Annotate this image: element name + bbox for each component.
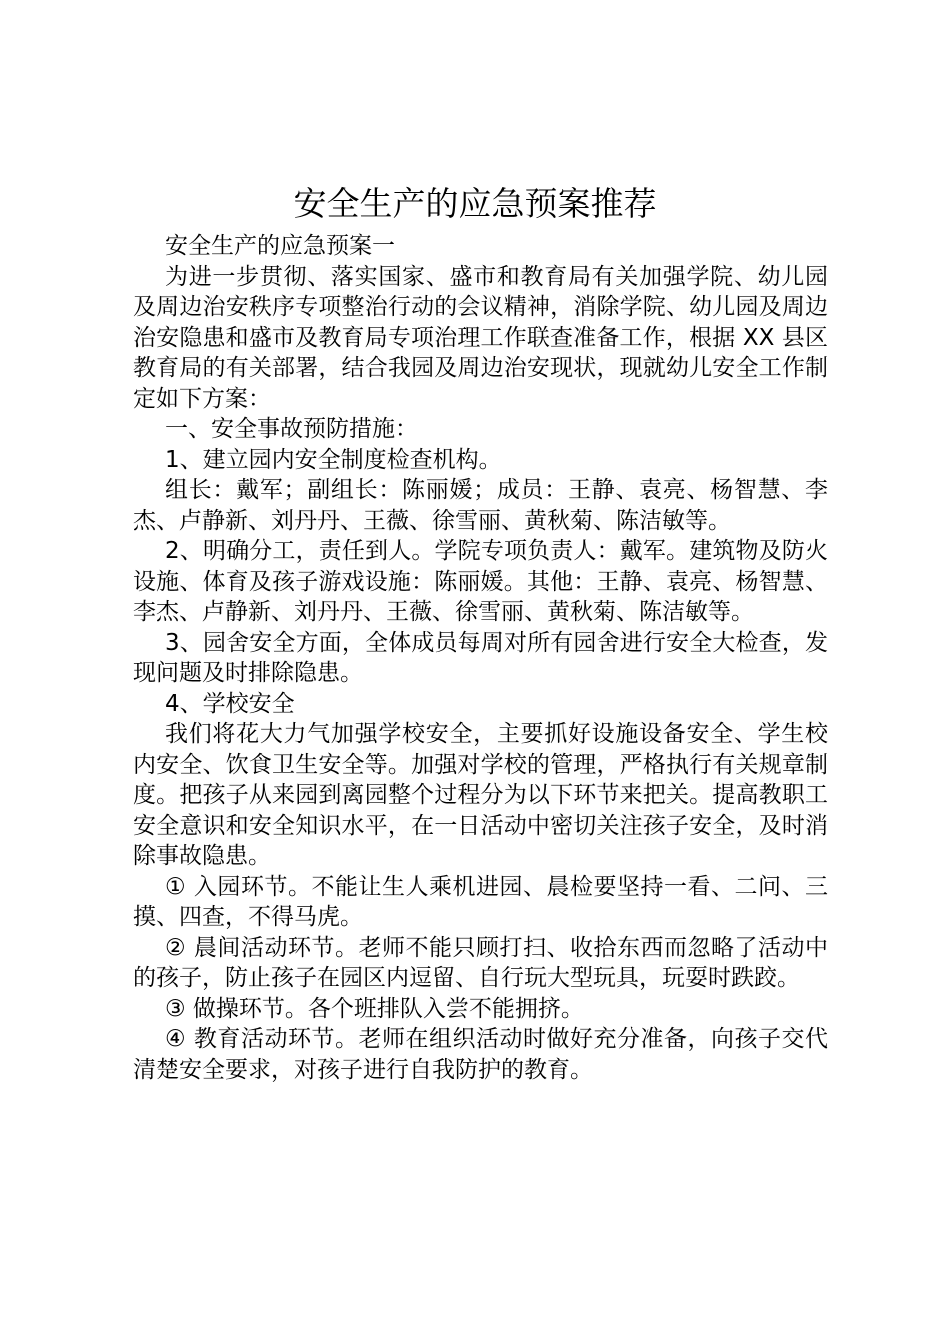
item-2-paragraph: 2、明确分工，责任到人。学院专项负责人：戴军。建筑物及防火设施、体育及孩子游戏设施：陈丽媛。其他：王静、袁亮、杨智慧、李杰、卢静新、刘丹丹、王薇、徐雪丽、黄秋菊、陈洁敏等。 — [133, 538, 828, 625]
document-body — [133, 231, 828, 1085]
school-safety-paragraph: 我们将花大力气加强学校安全，主要抓好设施设备安全、学生校内安全、饮食卫生安全等。加强对学校的管理，严格执行有关规章制度。把孩子从来园到离园整个过程分为以下环节来把关。提高教职工安全意识和安全知识水平，在一日活动中密切关注孩子安全，及时消除事故隐患。 — [133, 721, 828, 869]
measures-heading: 一、安全事故预防措施： — [165, 416, 418, 442]
section-heading: 安全生产的应急预案一 — [165, 233, 395, 259]
item-3-paragraph: 3、园舍安全方面，全体成员每周对所有园舍进行安全大检查，发现问题及时排除隐患。 — [133, 629, 828, 686]
step-1-paragraph: ① 入园环节。不能让生人乘机进园、晨检要坚持一看、二问、三摸、四查，不得马虎。 — [133, 873, 828, 930]
step-4-paragraph: ④ 教育活动环节。老师在组织活动时做好充分准备，向孩子交代清楚安全要求，对孩子进行自我防护的教育。 — [133, 1026, 828, 1083]
step-2-paragraph: ② 晨间活动环节。老师不能只顾打扫、收拾东西而忽略了活动中的孩子，防止孩子在园区内逗留、自行玩大型玩具，玩耍时跌跤。 — [133, 934, 828, 991]
item-1-paragraph: 1、建立园内安全制度检查机构。 — [165, 446, 502, 473]
step-3-paragraph: ③ 做操环节。各个班排队入尝不能拥挤。 — [165, 995, 584, 1022]
item-4-heading: 4、学校安全 — [165, 690, 295, 717]
intro-paragraph: 为进一步贯彻、落实国家、盛市和教育局有关加强学院、幼儿园及周边治安秩序专项整治行动的会议精神，消除学院、幼儿园及周边治安隐患和盛市及教育局专项治理工作联查准备工作，根据 XX 县区教育局的有关部署，结合我园及周边治安现状，现就幼儿安全工作制定如下方案： — [133, 263, 828, 412]
document-title: 安全生产的应急预案推荐 — [293, 184, 657, 223]
members-paragraph: 组长：戴军；副组长：陈丽媛；成员：王静、袁亮、杨智慧、李杰、卢静新、刘丹丹、王薇、徐雪丽、黄秋菊、陈洁敏等。 — [133, 477, 828, 534]
